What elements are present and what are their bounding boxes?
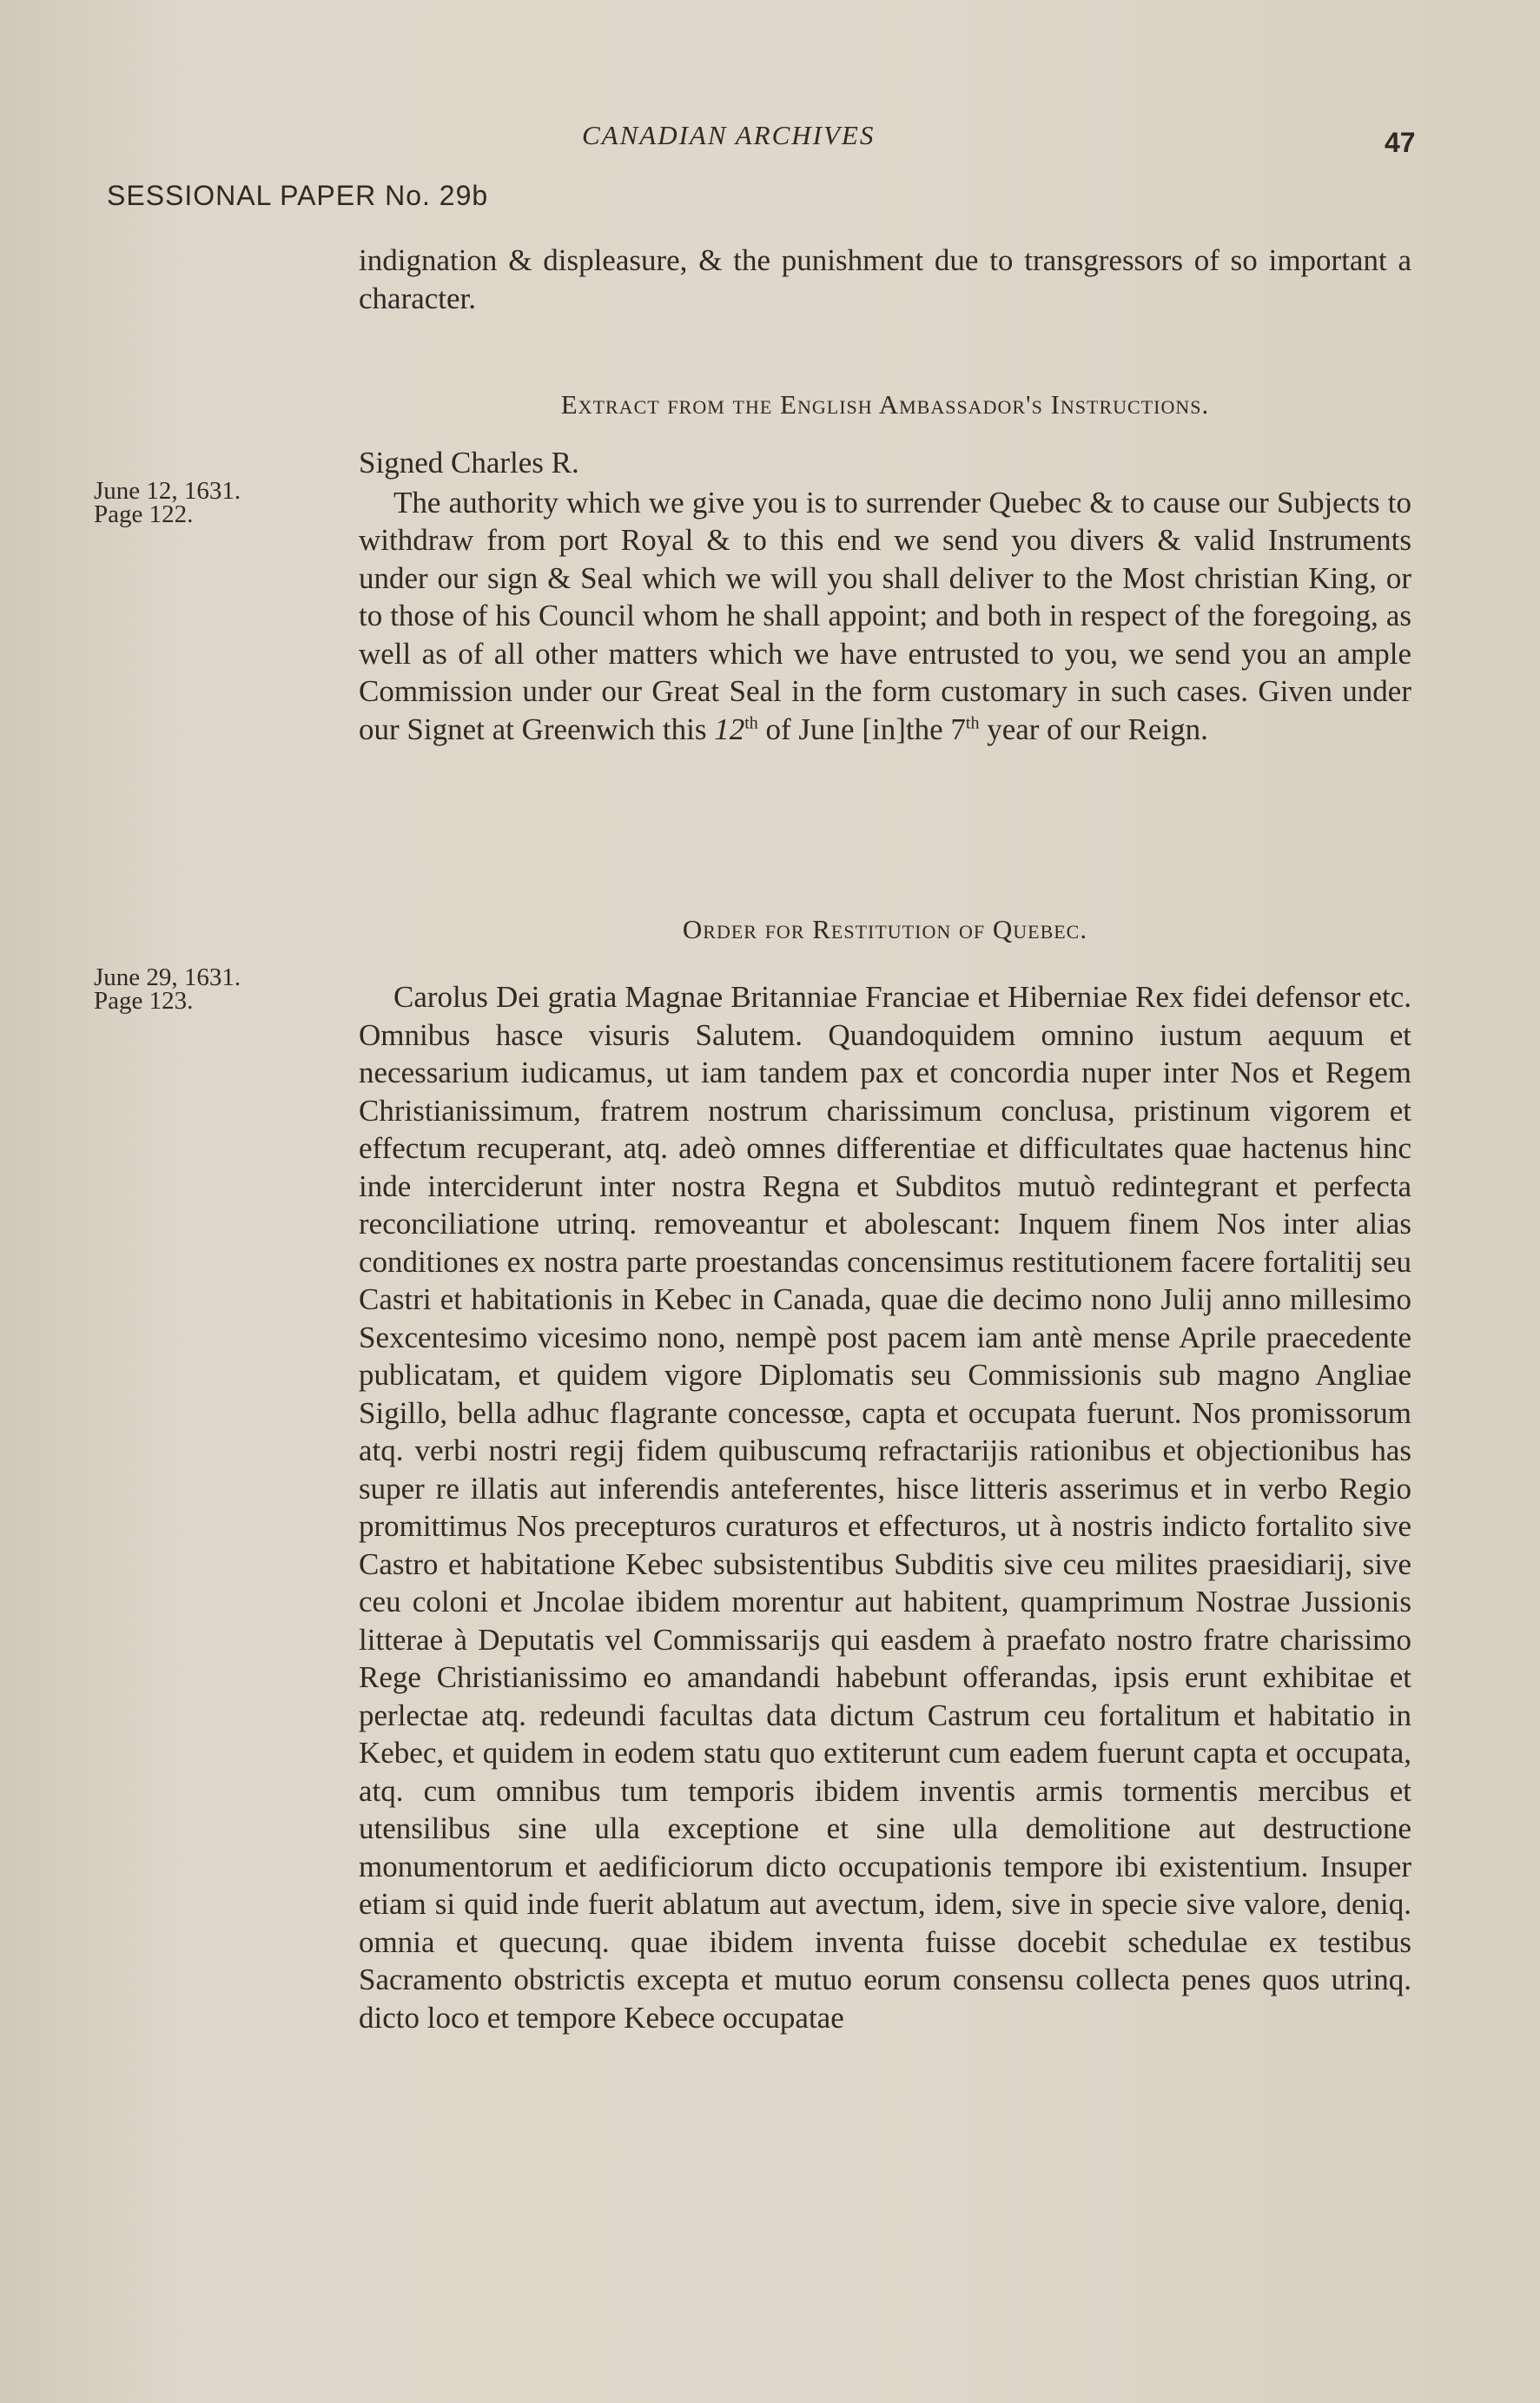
margin-page: Page 122. [94, 500, 194, 528]
instructions-paragraph [359, 484, 1411, 749]
margin-note-june-29 [94, 963, 302, 1015]
instructions-text: The authority which we give you is to surrender Quebec & to cause our Subjects to withdraw from port Royal & to this end we send you divers & valid Instruments under our sign & Seal which we will you shall deliver to the Most christian King, or to those of his Council whom he shall appoint; and both in respect of the foregoing, as well as of all other matters which we have entrusted to you, we send you an ample Commission under our Great Seal in the form customary in such cases. Given under our Signet at Greenwich this [359, 485, 1411, 746]
order-body [359, 978, 1411, 2036]
margin-page: Page 123. [94, 987, 194, 1015]
order-paragraph: Carolus Dei gratia Magnae Britanniae Franciae et Hiberniae Rex fidei defensor etc. Omnibus hasce visuris Salutem. Quandoquidem omnino iustum aequum et necessarium iudicamus, ut iam tandem pax et concordia nuper inter Nos et Regem Christianissimum, fratrem nostrum charissimum conclusa, pristinum vigorem et effectum recuperant, atq. adeò omnes differentiae et difficultates quae hactenus hinc inde interciderunt inter nostra Regna et Subditos mutuò redintegrant et perfecta reconciliatione utrinq. removeantur et abolescant: Inquem finem Nos inter alias conditiones ex nostra parte proestandas concensimus restitutionem facere fortalitij seu Castri et habitationis in Kebec in Canada, quae die decimo nono Julij anno millesimo Sexcentesimo vicesimo nono, nempè post pacem iam antè mense Aprile praecedente publicatam, et quidem vigore Diplomatis seu Commissionis sub magno Angliae Sigillo, bella adhuc flagrante concessœ, capta et occupata fuerunt. Nos promissorum atq. verbi nostri regij fidem quibuscumq refractarijis rationibus et objectionibus has super re illatis aut inferendis anteferentes, hisce litteris asserimus et in verbo Regio promittimus Nos precepturos curaturos et effecturos, ut à nostris indicto fortalito sive Castro et habitatione Kebec subsistentibus Subditis sive ceu milites praesidiarij, sive ceu coloni et Jncolae ibidem morentur aut habitent, quamprimum Nostrae Jussionis litterae à Deputatis vel Commissarijs qui easdem à praefato nostro fratre charissimo Rege Christianissimo eo amandandi habebunt offerandas, ipsis erunt exhibitae et perlectae atq. redeundi facultas data dictum Castrum ceu fortalitum et habitatio in Kebec, et quidem in eodem statu quo extiterunt cum eadem fuerunt capta et occupata, atq. cum omnibus tum temporis ibidem inventis armis tormentis mercibus et utensilibus sine ulla exceptione et sine ulla demolitione aut destructione monumentorum et aedificiorum dicto occupationis tempore ibi existentium. Insuper etiam si quid inde fuerit ablatum aut avectum, idem, sive in specie sive valore, deniq. omnia et quecunq. quae ibidem inventa fuisse docebit schedulae ex testibus Sacramento obstrictis excepta et mutuo eorum consensu collecta penes quos utrinq. dicto loco et tempore Kebece occupatae [359, 980, 1411, 2035]
margin-note-june-12 [94, 477, 302, 528]
date-middle: of June [in]the 7 [765, 712, 966, 746]
page-number: 47 [1385, 127, 1416, 158]
section-heading-order: Order for Restitution of Quebec. [682, 914, 1088, 944]
instructions-body [359, 444, 1411, 748]
sessional-paper-label: SESSIONAL PAPER No. 29b [107, 180, 489, 211]
continuation-text: indignation & displeasure, & the punishment due to transgressors of so important a character. [359, 243, 1411, 315]
year-suffix: th [965, 712, 980, 732]
section-heading-instructions: Extract from the English Ambassador's Instructions. [560, 389, 1210, 420]
running-head [0, 120, 1540, 163]
margin-date: June 29, 1631. [94, 963, 241, 991]
date-day-suffix: th [744, 712, 758, 732]
continuation-paragraph [359, 242, 1411, 317]
running-title: CANADIAN ARCHIVES [582, 120, 876, 150]
signed-line: Signed Charles R. [359, 446, 579, 480]
date-end: year of our Reign. [987, 712, 1208, 746]
margin-date: June 12, 1631. [94, 477, 241, 505]
date-day: 12 [714, 712, 745, 746]
